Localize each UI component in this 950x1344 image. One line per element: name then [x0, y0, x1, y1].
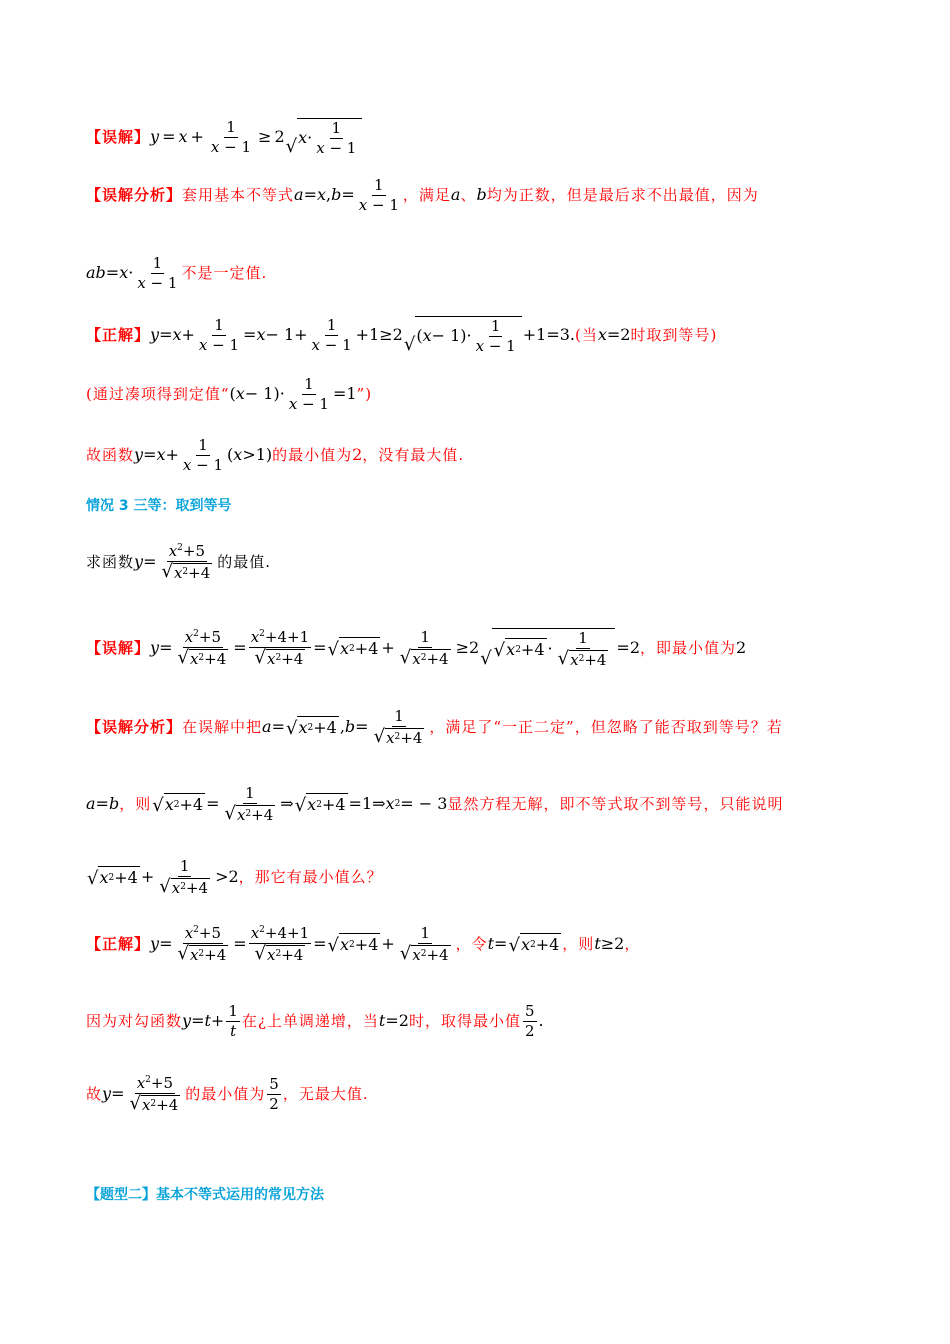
- correct-solution-2: [86, 925, 864, 963]
- wrong-solution-2: [86, 628, 864, 668]
- problem: [86, 543, 864, 581]
- analysis-formula-4: √ x 2 +4 + 1 √ x 2 +4 >2: [87, 857, 239, 897]
- conclusion-formula-2: y = $x^2+5$ √ x 2 +4: [102, 1074, 179, 1114]
- wrong-analysis-1-cont: [86, 255, 864, 291]
- var-b: b: [476, 185, 487, 205]
- correct-text: ，: [624, 935, 641, 953]
- conclusion-text: 故函数: [86, 446, 135, 464]
- case3-heading: [86, 498, 864, 515]
- problem-text: 求函数: [86, 553, 135, 571]
- var-a: a: [450, 185, 461, 205]
- monotone-text: 时，取得最小值: [408, 1012, 521, 1030]
- analysis-formula-2: a = √ x 2 +4 , b = 1 √ x 2 +4: [262, 707, 423, 747]
- heading-text: 情况 3 三等：取到等号: [86, 498, 232, 514]
- wrong-label: 【误解】: [86, 128, 151, 146]
- wrong-value: 2: [736, 638, 747, 658]
- conclusion-2: [86, 1075, 864, 1113]
- t-def: t = √ x 2 +4: [487, 934, 560, 956]
- analysis-text: 在误解中把: [182, 718, 263, 736]
- ab-eq: a = b: [86, 794, 120, 814]
- hint-formula: ( x − 1)· $\frac{1}{x - 1}$ =1: [229, 375, 357, 413]
- correct-hint-1: [86, 376, 864, 412]
- conclusion-formula: y = x + $\frac{1}{x - 1}$ ( x >1): [134, 436, 273, 474]
- t-bound: t ≥2: [594, 934, 625, 954]
- analysis-text: ，则: [119, 795, 152, 813]
- conclusion-text: ，无最大值.: [282, 1085, 369, 1103]
- wrong-label: 【误解】: [86, 639, 151, 657]
- correct-label: 【正解】: [86, 935, 151, 953]
- heading-text: 【题型二】基本不等式运用的常见方法: [86, 1187, 324, 1203]
- topic2-heading: [86, 1187, 864, 1204]
- note-formula: x =2: [597, 325, 631, 345]
- wrong-solution-1: [86, 118, 864, 156]
- wrong-analysis-2-cont2: [86, 858, 864, 896]
- analysis-text: ，满足了“一正二定”，但忽略了能否取到等号？若: [429, 718, 783, 736]
- analysis-text: 均为正数，但是最后求不出最值，因为: [486, 186, 759, 204]
- min-value: $\frac{5}{2}$ .: [524, 1002, 544, 1040]
- analysis-text: ，那它有最小值么？: [238, 868, 383, 886]
- analysis-text: 显然方程无解，即不等式取不到等号，只能说明: [447, 795, 784, 813]
- note-text: (当: [575, 326, 598, 344]
- conclusion-text: 的最小值为: [272, 446, 353, 464]
- wrong-text: ，即最小值为: [640, 639, 737, 657]
- correct-solution-1: [86, 316, 864, 354]
- analysis-text: 、: [460, 186, 477, 204]
- correct-formula-1: y = x + $\frac{1}{x - 1}$ = x − 1+ $\frac{1}{x - 1}$ +1≥2 √ ( x − 1)· $\frac{1}{x - 1}$ +1=3.: [150, 316, 575, 355]
- analysis-text: 不是一定值.: [181, 264, 268, 282]
- problem-formula: y = $x^2+5$ √ x 2 +4: [134, 542, 211, 582]
- wrong-analysis-label: 【误解分析】: [86, 718, 183, 736]
- monotone-text: 因为对勾函数: [86, 1012, 183, 1030]
- conclusion-text: 故: [86, 1085, 103, 1103]
- conclusion-value: 2: [352, 445, 363, 465]
- wrong-analysis-2: [86, 708, 864, 746]
- t-eq: t =2: [378, 1011, 409, 1031]
- check-function: y = t + $\frac{1}{t}$: [182, 1002, 238, 1040]
- analysis-text: ，满足: [402, 186, 451, 204]
- note-text: 时取到等号): [630, 326, 718, 344]
- analysis-formula-3: √ x 2 +4 = 1 √ x 2 +4 ⇒ √ x 2 +4 =1⇒ x 2 = − 3: [152, 784, 448, 824]
- analysis-formula: a = x , b = $\frac{1}{x - 1}$: [294, 176, 399, 214]
- correct-text: ，令: [455, 935, 488, 953]
- monotone-text: 在¿上单调递增，当: [241, 1012, 379, 1030]
- analysis-text: 套用基本不等式: [182, 186, 295, 204]
- conclusion-text: ，没有最大值.: [362, 446, 465, 464]
- wrong-analysis-label: 【误解分析】: [86, 186, 183, 204]
- wrong-formula-2: y = $x^2+5$ √ x 2 +4 = $x^2+4+1$ √ x 2 +4 = √ x 2 +4 + 1 √ x 2 +4 ≥2 √ √ x 2 +4 · 1 √ x 2 +4 =2: [150, 628, 641, 669]
- ab-formula: ab = x · $\frac{1}{x - 1}$: [86, 254, 178, 292]
- wrong-formula-1: y = x + $\frac{1}{x - 1}$ ≥ 2 √ x · $\frac{1}{x - 1}$: [150, 118, 363, 156]
- conclusion-text: 的最小值为: [185, 1085, 266, 1103]
- monotone-statement: [86, 1003, 864, 1039]
- correct-text: ，则: [562, 935, 595, 953]
- wrong-analysis-2-cont: [86, 785, 864, 823]
- correct-formula-2: y = $x^2+5$ √ x 2 +4 = $x^2+4+1$ √ x 2 +4 = √ x 2 +4 + 1 √ x 2 +4: [150, 924, 449, 964]
- min-value-2: $\frac{5}{2}$: [269, 1075, 279, 1113]
- correct-label: 【正解】: [86, 326, 151, 344]
- wrong-analysis-1: [86, 177, 864, 213]
- hint-text: (通过凑项得到定值“: [86, 385, 230, 403]
- conclusion-1: [86, 437, 864, 473]
- hint-text: ”): [356, 385, 373, 403]
- problem-text: 的最值.: [217, 553, 272, 571]
